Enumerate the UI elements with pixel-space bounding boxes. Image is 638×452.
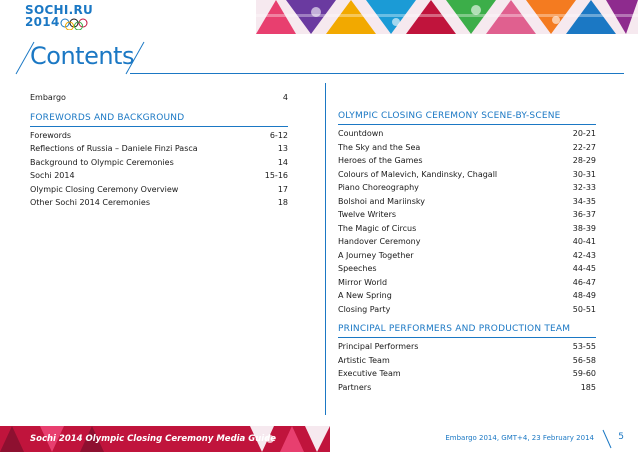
toc-entry-title: Bolshoi and Mariinsky xyxy=(338,196,425,206)
toc-entry-page: 20-21 xyxy=(572,129,596,138)
sochi-logo xyxy=(25,4,105,30)
toc-entry-title: Heroes of the Games xyxy=(338,156,423,165)
section-heading-performers: PRINCIPAL PERFORMERS AND PRODUCTION TEAM xyxy=(338,322,596,338)
right-column xyxy=(338,109,596,394)
toc-entry-page: 42-43 xyxy=(572,250,596,260)
toc-entry[interactable] xyxy=(30,129,288,143)
toc-entry-page: 4 xyxy=(282,93,288,102)
toc-entry-title: Embargo xyxy=(30,93,66,102)
toc-entry-page: 18 xyxy=(277,198,288,207)
page-number: 5 xyxy=(618,432,624,442)
toc-entry-title: Countdown xyxy=(338,129,384,138)
toc-entry-title: Forewords xyxy=(30,130,72,140)
toc-entry-page: 6-12 xyxy=(269,130,288,140)
toc-entry-page: 53-55 xyxy=(572,342,596,351)
toc-entry[interactable] xyxy=(338,154,596,168)
toc-entry[interactable] xyxy=(338,168,596,182)
toc-entry[interactable] xyxy=(30,196,288,210)
toc-entry-title: Executive Team xyxy=(338,369,401,378)
toc-entry-page: 185 xyxy=(580,382,596,392)
toc-entry-title: Partners xyxy=(338,382,372,392)
toc-entry-page: 13 xyxy=(277,144,288,153)
toc-entry-embargo[interactable] xyxy=(30,91,288,105)
toc-entry[interactable] xyxy=(338,303,596,317)
toc-entry-title: The Magic of Circus xyxy=(338,223,417,233)
toc-entry-page: 30-31 xyxy=(572,169,596,179)
toc-entry-title: Artistic Team xyxy=(338,355,390,365)
footer-embargo: Embargo 2014, GMT+4, 23 February 2014 xyxy=(445,434,594,442)
toc-entry-page: 14 xyxy=(277,157,288,167)
title-rule xyxy=(130,73,624,74)
toc-entry-title: Mirror World xyxy=(338,277,388,287)
toc-entry-page: 36-37 xyxy=(572,210,596,219)
toc-entry[interactable] xyxy=(30,183,288,197)
toc-entry-page: 22-27 xyxy=(572,142,596,152)
toc-entry[interactable] xyxy=(338,249,596,263)
toc-entry-title: The Sky and the Sea xyxy=(338,142,421,152)
section-heading-scene-by-scene: OLYMPIC CLOSING CEREMONY SCENE-BY-SCENE xyxy=(338,109,596,125)
toc-entry-title: Closing Party xyxy=(338,304,391,314)
toc-entry-title: A Journey Together xyxy=(338,250,414,260)
title-block xyxy=(12,40,152,80)
toc-entry-title: Handover Ceremony xyxy=(338,237,421,246)
toc-entry-title: Sochi 2014 xyxy=(30,171,75,180)
toc-entry[interactable] xyxy=(30,142,288,156)
toc-entry-page: 38-39 xyxy=(572,223,596,233)
toc-entry[interactable] xyxy=(338,141,596,155)
toc-entry-title: Principal Performers xyxy=(338,342,419,351)
toc-entry[interactable] xyxy=(30,156,288,170)
toc-entry-title: A New Spring xyxy=(338,291,392,300)
toc-entry[interactable] xyxy=(338,381,596,395)
toc-entry-page: 28-29 xyxy=(572,156,596,165)
toc-entry-title: Olympic Closing Ceremony Overview xyxy=(30,184,179,194)
toc-entry-page: 15-16 xyxy=(264,171,288,180)
toc-entry-page: 50-51 xyxy=(572,304,596,314)
toc-entry[interactable] xyxy=(338,340,596,354)
logo-line-2: 2014 xyxy=(25,15,60,29)
toc-entry[interactable] xyxy=(30,169,288,183)
toc-entry[interactable] xyxy=(338,195,596,209)
toc-entry[interactable] xyxy=(338,354,596,368)
olympic-rings-icon xyxy=(59,18,95,30)
column-divider xyxy=(325,83,326,415)
header-pattern-band xyxy=(256,0,638,34)
toc-entry-title: Piano Choreography xyxy=(338,183,419,192)
toc-entry-title: Background to Olympic Ceremonies xyxy=(30,157,174,167)
toc-entry-page: 59-60 xyxy=(572,369,596,378)
toc-entry-page: 48-49 xyxy=(572,291,596,300)
toc-entry[interactable] xyxy=(338,235,596,249)
toc-entry-page: 46-47 xyxy=(572,277,596,287)
toc-entry-page: 17 xyxy=(277,184,288,194)
toc-entry-page: 34-35 xyxy=(572,196,596,206)
toc-entry-title: Other Sochi 2014 Ceremonies xyxy=(30,198,150,207)
page-title: Contents xyxy=(30,42,134,70)
toc-entry-page: 40-41 xyxy=(572,237,596,246)
toc-entry-title: Reflections of Russia – Daniele Finzi Pasca xyxy=(30,144,198,153)
toc-entry[interactable] xyxy=(338,127,596,141)
toc-entry-page: 56-58 xyxy=(572,355,596,365)
toc-entry-page: 32-33 xyxy=(572,183,596,192)
slash-decoration-icon xyxy=(602,428,612,450)
footer-guide-title: Sochi 2014 Olympic Closing Ceremony Media Guide xyxy=(30,434,277,444)
page-footer xyxy=(0,426,638,452)
toc-entry-title: Colours of Malevich, Kandinsky, Chagall xyxy=(338,169,498,179)
toc-entry[interactable] xyxy=(338,276,596,290)
toc-entry[interactable] xyxy=(338,289,596,303)
toc-entry[interactable] xyxy=(338,367,596,381)
toc-entry[interactable] xyxy=(338,262,596,276)
toc-entry-page: 44-45 xyxy=(572,264,596,273)
toc-entry-title: Speeches xyxy=(338,264,377,273)
toc-entry[interactable] xyxy=(338,208,596,222)
toc-entry-title: Twelve Writers xyxy=(338,210,397,219)
left-column xyxy=(30,91,288,210)
logo-line-1: SOCHI.RU xyxy=(25,3,94,17)
section-heading-forewords: FOREWORDS AND BACKGROUND xyxy=(30,111,288,127)
toc-entry[interactable] xyxy=(338,181,596,195)
toc-entry[interactable] xyxy=(338,222,596,236)
